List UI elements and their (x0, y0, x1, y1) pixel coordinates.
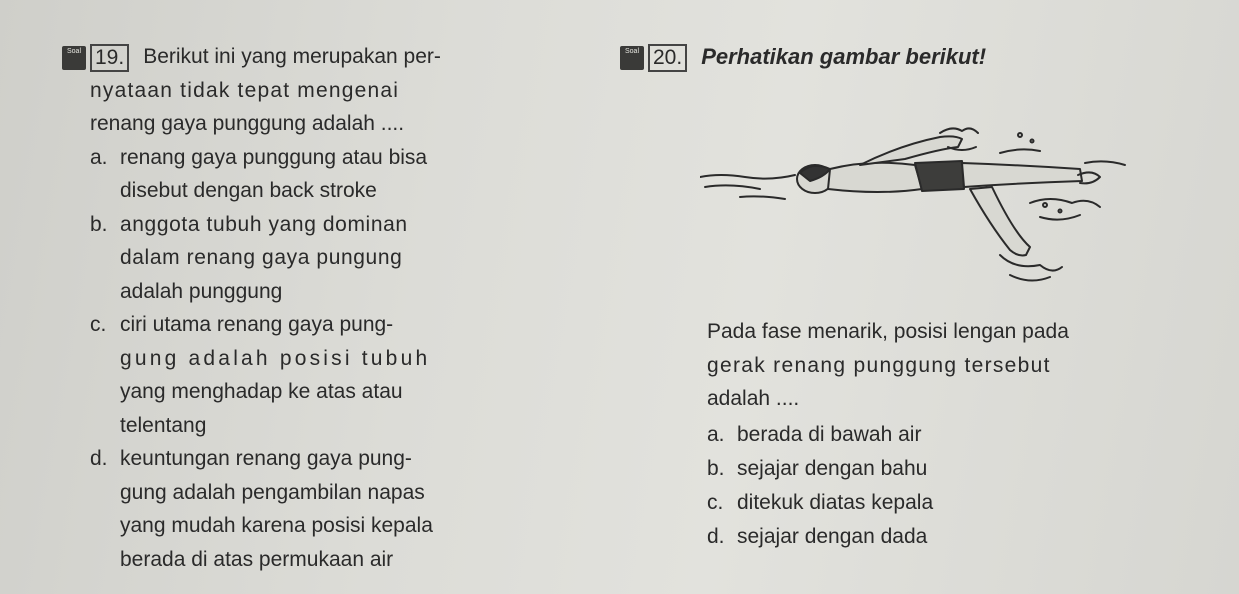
swimmer-torso (828, 163, 922, 192)
option-text: sejajar dengan dada (737, 525, 928, 548)
bubble (1018, 133, 1022, 137)
option-line: yang menghadap ke atas atau (120, 380, 403, 403)
bubble (1043, 203, 1047, 207)
water-line (700, 175, 795, 179)
splash (940, 128, 978, 133)
water-line (1085, 161, 1125, 165)
option-a[interactable] (707, 418, 1162, 452)
option-line: dalam renang gaya pungung (120, 246, 403, 269)
option-line: disebut dengan back stroke (120, 179, 377, 202)
stem-line: Berikut ini yang merupakan per- (143, 45, 441, 68)
option-line: yang mudah karena posisi kepala (120, 514, 433, 537)
option-d[interactable] (62, 442, 592, 576)
option-letter: c. (90, 313, 107, 336)
option-line: anggota tubuh yang dominan (120, 212, 408, 236)
stem-line: gerak renang punggung tersebut (707, 353, 1051, 377)
option-line: renang gaya punggung atau bisa (120, 145, 428, 169)
question-stem-continued (62, 74, 592, 141)
stem-line: adalah .... (707, 387, 800, 410)
question-19 (62, 40, 592, 576)
bubble (1031, 140, 1034, 143)
option-line: gung adalah posisi tubuh (120, 346, 431, 370)
option-letter: b. (707, 457, 725, 480)
option-a[interactable] (62, 141, 592, 208)
splash (1010, 275, 1050, 281)
swimmer-arm-pulling (970, 187, 1030, 255)
water-line (1000, 149, 1040, 153)
option-b[interactable] (62, 208, 592, 309)
option-text: berada di bawah air (737, 423, 922, 446)
question-20-stem (707, 315, 1162, 416)
stem-line: nyataan tidak tepat mengenai (90, 78, 400, 102)
option-line: adalah punggung (120, 279, 283, 303)
question-19-header (62, 40, 592, 74)
option-line: berada di atas permukaan air (120, 547, 394, 571)
backstroke-swimmer-illustration (700, 125, 1140, 300)
swimmer-trunks (915, 161, 964, 191)
question-title: Perhatikan gambar berikut! (701, 44, 987, 69)
option-line: keuntungan renang gaya pung- (120, 447, 412, 470)
splash (1040, 215, 1080, 220)
option-b[interactable] (707, 452, 1162, 486)
option-line: gung adalah pengambilan napas (120, 480, 425, 504)
option-letter: d. (90, 447, 108, 470)
option-line: telentang (120, 413, 207, 437)
option-letter: b. (90, 212, 108, 236)
option-text: sejajar dengan bahu (737, 457, 928, 480)
bubble (1059, 210, 1062, 213)
options-list (62, 141, 592, 577)
water-line (740, 196, 785, 199)
soal-badge-icon: Soal (62, 46, 86, 70)
question-number: 20. (648, 44, 687, 72)
option-letter: c. (707, 491, 724, 514)
option-letter: a. (90, 145, 108, 169)
soal-badge-icon: Soal (620, 46, 644, 70)
question-stem (143, 40, 592, 74)
options-list (707, 418, 1162, 554)
option-c[interactable] (707, 486, 1162, 520)
stem-line: Pada fase menarik, posisi lengan pada (707, 320, 1069, 343)
option-letter: d. (707, 525, 725, 548)
question-number: 19. (90, 44, 129, 72)
option-text: ditekuk diatas kepala (737, 491, 934, 514)
water-line (705, 185, 760, 189)
splash (1000, 255, 1062, 271)
swimmer-leg (962, 163, 1082, 187)
splash (1030, 199, 1100, 207)
option-letter: a. (707, 423, 725, 446)
option-line: ciri utama renang gaya pung- (120, 313, 394, 336)
option-d[interactable] (707, 520, 1162, 554)
stem-line: renang gaya punggung adalah .... (90, 112, 405, 135)
option-c[interactable] (62, 308, 592, 442)
question-20-header (620, 40, 1220, 74)
